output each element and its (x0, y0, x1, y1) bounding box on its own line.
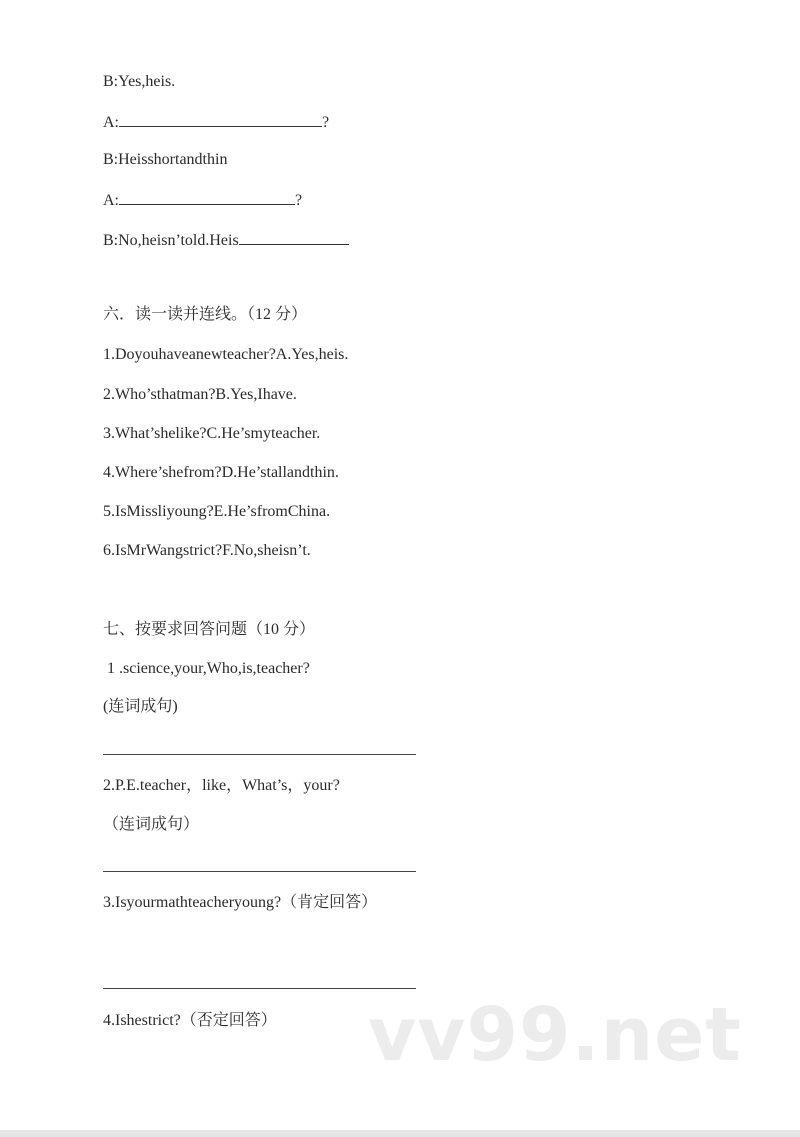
dialogue-line-4 (103, 190, 302, 211)
question-4: 4.Ishestrict?（否定回答） (103, 1012, 277, 1029)
page-bottom-edge (0, 1130, 800, 1137)
speaker-label: A: (103, 192, 119, 209)
answer-blank[interactable] (119, 112, 322, 127)
match-item: 5.IsMissliyoung?E.He’sfromChina. (103, 503, 331, 520)
question-mark: ? (322, 114, 330, 131)
answer-blank[interactable] (239, 230, 349, 245)
question-3: 3.Isyourmathteacheryoung?（肯定回答） (103, 894, 378, 911)
question-1-note: (连词成句) (103, 698, 178, 715)
match-item: 3.What’shelike?C.He’smyteacher. (103, 425, 321, 442)
answer-blank[interactable] (119, 190, 295, 205)
match-item: 6.IsMrWangstrict?F.No,sheisn’t. (103, 542, 311, 559)
question-2: 2.P.E.teacher，like，What’s，your? (103, 777, 340, 794)
match-item: 4.Where’shefrom?D.He’stallandthin. (103, 464, 339, 481)
answer-line-3[interactable] (103, 988, 416, 989)
question-2-note: （连词成句） (103, 816, 200, 833)
match-item: 1.Doyouhaveanewteacher?A.Yes,heis. (103, 346, 349, 363)
answer-line-1[interactable] (103, 754, 416, 755)
speaker-label: A: (103, 114, 119, 131)
watermark: vv99.net (368, 992, 742, 1078)
match-item: 2.Who’sthatman?B.Yes,Ihave. (103, 386, 297, 403)
dialogue-line-5 (103, 230, 349, 251)
dialogue-line-1: B:Yes,heis. (103, 73, 176, 90)
dialogue-line-3: B:Heisshortandthin (103, 151, 228, 168)
question-1: 1 .science,your,Who,is,teacher? (103, 660, 310, 677)
answer-line-2[interactable] (103, 871, 416, 872)
dialogue-line-2 (103, 112, 329, 133)
section6-title: 六．读一读并连线。（12 分） (103, 306, 308, 323)
dialogue-text: B:No,heisn’told.Heis (103, 232, 239, 249)
question-mark: ? (295, 192, 303, 209)
section7-title: 七、按要求回答问题（10 分） (103, 621, 316, 638)
